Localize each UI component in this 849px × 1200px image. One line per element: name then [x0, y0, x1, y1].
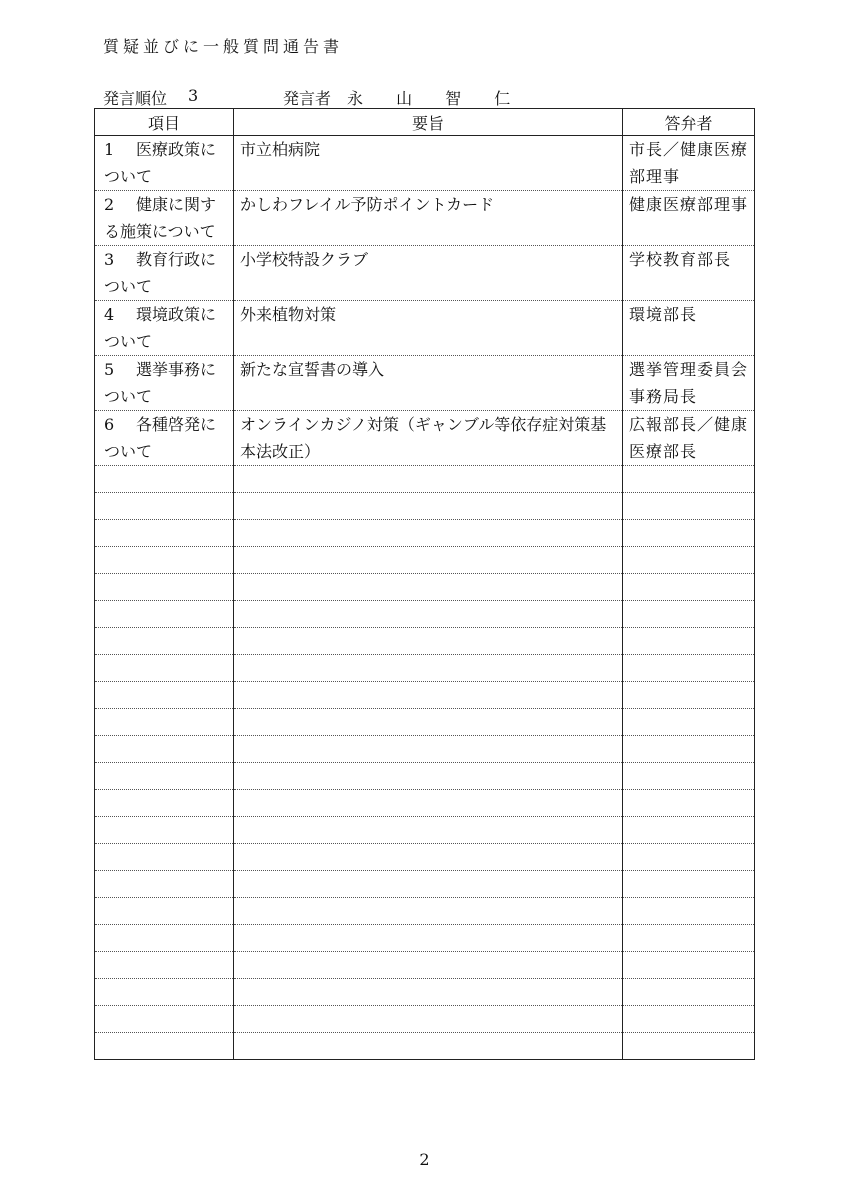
empty-row	[95, 790, 755, 817]
empty-cell	[623, 763, 755, 790]
empty-cell	[623, 655, 755, 682]
empty-cell	[234, 736, 623, 763]
empty-cell	[95, 1033, 234, 1060]
table-row	[95, 356, 755, 411]
empty-cell	[95, 979, 234, 1006]
item-cell	[95, 136, 234, 191]
empty-row	[95, 682, 755, 709]
empty-cell	[95, 844, 234, 871]
empty-row	[95, 574, 755, 601]
empty-row	[95, 520, 755, 547]
empty-cell	[234, 466, 623, 493]
empty-cell	[95, 520, 234, 547]
item-text: 環境政策について	[104, 305, 217, 351]
empty-cell	[95, 817, 234, 844]
table-body	[95, 136, 755, 1060]
empty-cell	[234, 1006, 623, 1033]
empty-cell	[623, 952, 755, 979]
summary-cell: 市立柏病院	[234, 136, 623, 191]
empty-cell	[623, 466, 755, 493]
speaker-name: 永 山 智 仁	[347, 89, 525, 108]
empty-cell	[623, 1033, 755, 1060]
empty-cell	[234, 574, 623, 601]
empty-row	[95, 466, 755, 493]
empty-cell	[95, 1006, 234, 1033]
empty-row	[95, 763, 755, 790]
item-text: 選挙事務について	[104, 360, 217, 406]
empty-cell	[623, 1006, 755, 1033]
empty-cell	[623, 628, 755, 655]
table-row	[95, 136, 755, 191]
empty-row	[95, 925, 755, 952]
item-number: 4	[104, 305, 115, 324]
empty-cell	[95, 466, 234, 493]
item-text: 各種啓発について	[104, 415, 217, 461]
empty-cell	[95, 790, 234, 817]
item-text: 医療政策について	[104, 140, 217, 186]
empty-cell	[623, 790, 755, 817]
empty-cell	[623, 520, 755, 547]
empty-cell	[95, 493, 234, 520]
empty-cell	[623, 844, 755, 871]
empty-cell	[95, 574, 234, 601]
empty-cell	[234, 817, 623, 844]
empty-row	[95, 736, 755, 763]
summary-cell: オンラインカジノ対策（ギャンブル等依存症対策基本法改正）	[234, 411, 623, 466]
empty-cell	[234, 871, 623, 898]
empty-cell	[623, 682, 755, 709]
empty-cell	[95, 628, 234, 655]
item-text: 健康に関する施策について	[104, 195, 217, 241]
empty-cell	[623, 925, 755, 952]
empty-cell	[95, 709, 234, 736]
empty-cell	[623, 979, 755, 1006]
empty-cell	[234, 547, 623, 574]
speaker-label: 発言者	[283, 89, 332, 108]
empty-cell	[234, 898, 623, 925]
empty-row	[95, 601, 755, 628]
item-cell	[95, 356, 234, 411]
empty-row	[95, 979, 755, 1006]
answerer-cell: 広報部長／健康医療部長	[623, 411, 755, 466]
page-number: 2	[419, 1150, 430, 1169]
empty-cell	[95, 871, 234, 898]
empty-row	[95, 655, 755, 682]
empty-row	[95, 871, 755, 898]
empty-cell	[234, 628, 623, 655]
empty-cell	[623, 817, 755, 844]
empty-cell	[623, 736, 755, 763]
empty-cell	[234, 520, 623, 547]
empty-cell	[95, 898, 234, 925]
empty-cell	[95, 682, 234, 709]
summary-cell: 外来植物対策	[234, 301, 623, 356]
empty-cell	[234, 763, 623, 790]
empty-cell	[623, 709, 755, 736]
empty-cell	[95, 736, 234, 763]
empty-cell	[623, 547, 755, 574]
table-row	[95, 301, 755, 356]
item-number: 2	[104, 195, 115, 214]
document-title: 質疑並びに一般質問通告書	[103, 37, 344, 56]
empty-row	[95, 1033, 755, 1060]
speaking-order-label: 発言順位	[103, 89, 168, 108]
summary-cell: かしわフレイル予防ポイントカード	[234, 191, 623, 246]
empty-cell	[234, 844, 623, 871]
empty-row	[95, 1006, 755, 1033]
header-summary: 要旨	[234, 109, 623, 136]
empty-cell	[234, 1033, 623, 1060]
item-text: 教育行政について	[104, 250, 217, 296]
empty-cell	[623, 601, 755, 628]
empty-row	[95, 898, 755, 925]
answerer-cell: 選挙管理委員会事務局長	[623, 356, 755, 411]
empty-row	[95, 493, 755, 520]
table-row	[95, 246, 755, 301]
empty-cell	[234, 655, 623, 682]
table-row	[95, 411, 755, 466]
item-number: 5	[104, 360, 115, 379]
empty-cell	[234, 952, 623, 979]
header-answerer: 答弁者	[623, 109, 755, 136]
question-notice-table	[94, 108, 755, 1060]
item-number: 1	[104, 140, 115, 159]
item-cell	[95, 301, 234, 356]
empty-cell	[623, 574, 755, 601]
empty-cell	[234, 682, 623, 709]
empty-cell	[623, 898, 755, 925]
empty-cell	[95, 547, 234, 574]
item-cell	[95, 191, 234, 246]
empty-row	[95, 547, 755, 574]
empty-cell	[95, 952, 234, 979]
item-number: 6	[104, 415, 115, 434]
answerer-cell: 学校教育部長	[623, 246, 755, 301]
empty-row	[95, 952, 755, 979]
summary-cell: 新たな宣誓書の導入	[234, 356, 623, 411]
empty-row	[95, 844, 755, 871]
empty-cell	[234, 709, 623, 736]
summary-cell: 小学校特設クラブ	[234, 246, 623, 301]
empty-cell	[234, 601, 623, 628]
item-number: 3	[104, 250, 115, 269]
empty-cell	[623, 871, 755, 898]
table-header-row	[95, 109, 755, 136]
empty-row	[95, 628, 755, 655]
speaking-order-value: 3	[188, 86, 199, 105]
empty-cell	[95, 601, 234, 628]
empty-cell	[234, 493, 623, 520]
item-cell	[95, 246, 234, 301]
answerer-cell: 市長／健康医療部理事	[623, 136, 755, 191]
answerer-cell: 健康医療部理事	[623, 191, 755, 246]
empty-cell	[95, 763, 234, 790]
empty-cell	[95, 925, 234, 952]
item-cell	[95, 411, 234, 466]
empty-cell	[234, 979, 623, 1006]
table-row	[95, 191, 755, 246]
empty-cell	[234, 925, 623, 952]
empty-row	[95, 709, 755, 736]
header-item: 項目	[95, 109, 234, 136]
empty-row	[95, 817, 755, 844]
empty-cell	[623, 493, 755, 520]
empty-cell	[95, 655, 234, 682]
empty-cell	[234, 790, 623, 817]
answerer-cell: 環境部長	[623, 301, 755, 356]
